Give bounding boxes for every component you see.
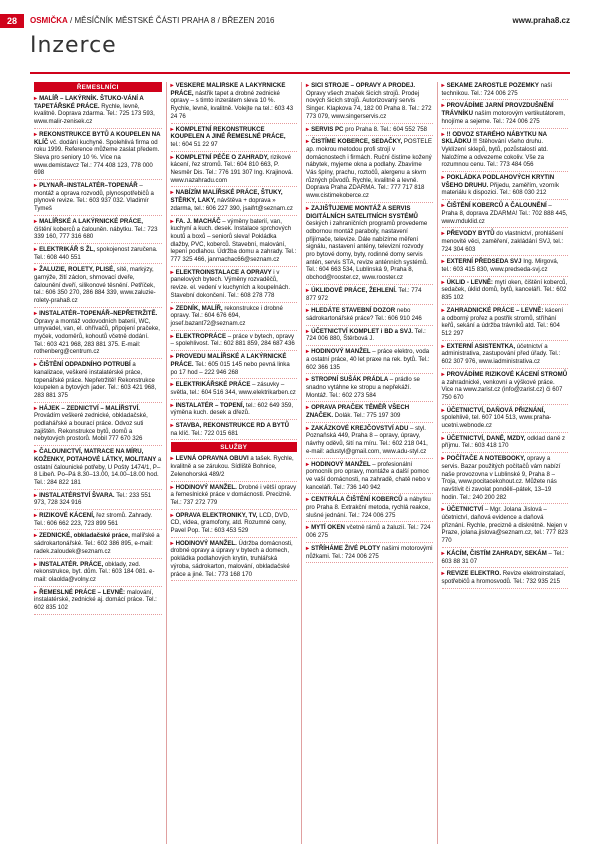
ad-text: včetně rámů a žaluzií. Tel.: 724 006 275 (306, 524, 431, 540)
brand-name: OSMIČKA (30, 16, 68, 25)
ad-headline: ▸ ELEKTRIKÁŘSKÉ PRÁCE (171, 381, 253, 388)
ad-text: Tel.: 774 877 972 (306, 286, 422, 302)
ad-text: opravy a servis. Bazar použitých počítačů vám nabízí naše provozovna v Lublinské 9, Praha 8 – Troja, www.pocitacekohout.cz. Můžete nás navštívit či zavolat pondělí–pátek, 13–19 hodin. Tel.: 240 200 282 (441, 455, 561, 501)
ad-headline: ▸ HODINOVÝ MANŽEL. (171, 540, 239, 547)
classified-ad (171, 402, 298, 420)
ad-headline: ▸ STŘÍHÁME ŽIVÉ PLOTY (306, 545, 382, 552)
ad-text: i v panelových bytech. Výměny rozvaděčů, revize. el. vedení v kuchyních a koupelnách. Stavební dokončení. Tel.: 608 278 778 (170, 268, 291, 299)
classified-ad (34, 512, 162, 530)
ad-text: a zahradnické, venkovní a výškové práce. Vice na www.zarist.cz (info@zarist.cz) či 607 750 670 (441, 378, 563, 401)
ad-headline: ▸ INSTALATÉR–TOPENÁŘ–NEPŘETRŽITĚ. (34, 310, 157, 317)
ad-headline: ▸ MYTÍ OKEN (306, 524, 347, 531)
ad-text: Údržba domácnosti, drobné opravy a úpravy v bytech a domech, pokládka podlahových krytin, truhlářská výroba, sádrokarton, malování, obkladačské práce a jiné. Tel.: 773 168 170 (170, 539, 293, 578)
ad-text: řez stromů. Zahrady. Tel.: 606 662 223, 723 899 561 (34, 512, 153, 527)
ad-headline: ▸ REKONSTRUKCE BYTŮ A KOUPELEN NA KLÍČ (34, 131, 160, 146)
ad-headline: ▸ HODINOVÝ MANŽEL (306, 461, 372, 468)
ad-headline: ▸ MALÍŘSKÉ A LAKÝRNICKÉ PRÁCE, (34, 218, 143, 225)
ad-headline: ▸ ZAHRADNICKÉ PRÁCE – LEVNĚ: (442, 307, 546, 314)
ad-headline: ▸ HODINOVÝ MANŽEL (306, 348, 372, 355)
classified-ad (171, 218, 298, 267)
ad-text: na klíč. Tel.: 722 015 681 (170, 429, 239, 437)
classified-ad (34, 246, 162, 264)
classified-ad (34, 310, 162, 359)
ad-text: Opravy všech značek šicích strojů. Prodej nových šicích strojů. Autorizovaný servis Singer. Klapkova 74, 182 00 Praha 8. Tel.: 272 773 079, www.singerservis.cz (306, 89, 432, 120)
ad-text: nebo sádrokartonářské práce? Tel.: 606 910 246 (306, 307, 422, 322)
ad-headline: ▸ ELEKTROINSTALACE A OPRAVY (171, 269, 274, 276)
ad-text: a tašek. Rychle, kvalitně a se zárukou. Sídliště Bohnice, Zelenohorská 489/2 (170, 455, 294, 478)
ad-text: mytí oken, čištění koberců, sedaček, úklid domů, bytů, kanceláří. Tel.: 602 835 102 (441, 278, 568, 302)
classified-ad (306, 404, 433, 422)
classified-ad (171, 512, 298, 538)
ad-text: – profesionální pomocník pro opravy, montáže a další pomoc ve vaší domácnosti, na zahradě, chatě nebo v kanceláři. Tel.: 736 140 942 (306, 460, 431, 491)
ad-headline: ▸ INSTALATÉR – TOPENÍ, (171, 402, 247, 409)
classified-ad (442, 550, 569, 568)
classified-ad (34, 405, 162, 447)
classified-ad (306, 287, 433, 305)
ad-text: obklady, zed. rekonstrukce, byt. dům. Tel.: 603 184 081. e-mail: olaolda@volny.cz (34, 560, 155, 583)
classified-ad (171, 82, 298, 124)
ad-headline: ▸ OPRAVA ELEKTRONIKY, TV, (171, 512, 260, 519)
ad-headline: ▸ HLEDÁTE STAVEBNÍ DOZOR (306, 307, 397, 314)
ad-text: Přijedu, zaměřím, vzorník materiálu k dispozici. Tel.: 608 030 212 (441, 181, 560, 197)
ad-headline: ▸ SEKÁME ZAROSTLÉ POZEMKY (442, 82, 541, 89)
ad-text: kácení a odborný prořez a postřik stromů, stříhání keřů, sekání a údržba trávníků atd. Tel.: 604 512 297 (441, 306, 564, 337)
classified-ad (306, 138, 433, 203)
ad-headline: ▸ ČIŠTĚNÍ KOBERCŮ A ČALOUNĚNÍ (442, 202, 549, 209)
ad-text: Dolák. Tel.: 775 197 309 (334, 412, 401, 420)
ad-headline: ▸ LEVNÁ OPRAVNA OBUVI (171, 455, 251, 462)
ad-text: – Tel.: 603 88 31 07 (441, 549, 565, 565)
running-header (0, 14, 600, 28)
ad-headline: ▸ ELEKTRIKÁŘ S ŽL, (34, 246, 97, 253)
classified-ad (34, 561, 162, 587)
classified-ad (171, 540, 298, 582)
ad-text: nástřik tapet a drobné zednické opravy – s timto inzerátem sleva 10 %. Rychle, levně, kvalitně. Volejte na tel.: 603 43 24 76 (170, 89, 294, 120)
ad-text: návštěva + doprava » zdarma, tel.: 606 227 390, jsaifrt@seznam.cz (170, 197, 293, 212)
classified-ad (171, 353, 298, 379)
classified-ad (306, 126, 433, 137)
classified-ad (306, 328, 433, 346)
ad-headline: ▸ NABÍZÍM MALÍŘSKÉ PRÁCE, ŠTUKY, STĚRKY, LAKY, (171, 189, 283, 204)
ad-headline: ▸ PLYNAŘ–INSTALATÉR–TOPENÁŘ (34, 182, 139, 189)
ad-headline: ▸ MALÍŘ – LAKÝRNÍK. ŠTUKO-VÁNÍ A TAPETÁŘSKÉ PRÁCE. (34, 95, 144, 110)
ad-text: a ostatní čalounické potřeby, U Pošty 1474/1, P–8 Libeň. Po–Pá 8.30–13.00, 14.00–18.00 hod. Tel.: 284 822 181 (34, 455, 162, 486)
classified-ad (442, 230, 569, 256)
classified-ad (306, 425, 433, 459)
ad-text: – práce elektro, voda a ostatní práce, 40 let praxe na rek. bytů. Tel.: 602 366 135 (306, 348, 430, 371)
section-title: Inzerce (30, 33, 117, 58)
classified-ad (171, 455, 298, 481)
ad-headline: ▸ OPRAVA PRAČEK TĚMĚŘ VŠECH ZNAČEK. (306, 404, 409, 419)
publication-line (30, 14, 275, 28)
ad-column-2 (166, 82, 302, 844)
ad-text: odklad daně z příjmu. Tel.: 603 418 170 (441, 434, 566, 450)
ad-headline: ▸ ELEKTROPRÁCE (171, 333, 228, 340)
ad-headline: ▸ ZAJIŠŤUJEME MONTÁŽ A SERVIS DIGITÁLNÍCH SATELITNÍCH SYSTÉMŮ (306, 205, 418, 220)
page-number: 28 (0, 14, 24, 28)
classified-ad (442, 102, 569, 128)
section-label: SLUŽBY (171, 442, 298, 452)
ad-text: Revize elektroinstalací, spotřebičů a hromosvodů. Tel.: 732 935 215 (441, 570, 566, 585)
ad-headline: ▸ REVIZE ELEKTRO. (442, 570, 503, 577)
ad-text: Rychle, levně, kvalitně. Doprava zdarma. Tel.: 725 173 593, www.malir-zenisek.cz (34, 102, 155, 126)
ad-text: účetnictví a administrativa, zastupování před úřady. Tel.: 602 307 976, www.iadministrativa.cz (441, 342, 561, 366)
ad-headline: ▸ RIZIKOVÉ KÁCENÍ, (34, 512, 96, 519)
classified-ad (442, 343, 569, 369)
ad-text: pro Praha 8. Tel.: 604 552 758 (345, 125, 428, 133)
classified-ad (306, 496, 433, 522)
ad-headline: ▸ EXTERNÍ ASISTENTKA, (442, 343, 517, 350)
ad-headline: ▸ ŘEMESLNÉ PRÁCE – LEVNĚ: (34, 589, 127, 596)
classified-ad (171, 154, 298, 188)
ad-text: – Praha 8, doprava ZDARMA! Tel.: 702 888 445, www.mduklid.cz (441, 202, 568, 225)
ad-text: – práce v bytech, opravy – spolehlivost. Tel.: 602 881 859, 284 687 436 (170, 332, 295, 348)
ad-headline: ▸ FA. J. MACHÁČ (171, 218, 223, 225)
classified-ad (442, 371, 569, 405)
classified-ad (442, 202, 569, 228)
ad-headline: ▸ STAVBA, REKONSTRUKCE RD A BYTŮ (171, 422, 289, 429)
ad-headline: ▸ ÚČETNICTVÍ, DAŇOVÁ PŘIZNÁNÍ, (442, 407, 546, 414)
ad-text: a nábytku pro Praha 8. Extrakční metoda, rychlá reakce, slušné jednání. Tel.: 724 006 275 (306, 496, 431, 519)
classified-ad (306, 307, 433, 325)
ad-text: rekonstrukce i drobné opravy. Tel.: 604 676 694, josef.bazant72@seznam.cz (170, 304, 283, 327)
classified-ad (306, 348, 433, 374)
ad-headline: ▸ POKLÁDKA PODLAHOVÝCH KRYTIN VŠEHO DRUHU. (442, 174, 555, 189)
ad-headline: ▸ INSTALATÉRSTVÍ ŠVARA. (34, 492, 116, 499)
classified-ad (34, 266, 162, 308)
classified-ad (171, 126, 298, 152)
ad-headline: ▸ ÚČETNICTVÍ KOMPLET i BD a SVJ. (306, 328, 415, 335)
classified-ad (171, 381, 298, 399)
ad-headline: ▸ KÁCÍM, ČISTÍM ZAHRADY, SEKÁM (442, 550, 549, 557)
ad-text: vč. dodání kuchyně. Spolehlivá firma od roku 1999. Reference můžeme zaslat předem. Sleva pro seniory 10 %. Více na www.demistavcz Tel.: 774 408 123, 778 000 698 (34, 138, 160, 177)
ad-headline: ▸ EXTERNÍ PŘEDSEDA SVJ (442, 258, 524, 265)
website-link[interactable]: www.praha8.cz (512, 16, 570, 25)
ad-headline: ▸ ZAKÁZKOVÉ KREJČOVSTVÍ ADU (306, 425, 410, 432)
classified-columns (30, 82, 572, 844)
ad-text: rizikové kácení, řez stromů. Tel.: 604 810 663, P. Nesměr Dis. Tel.: 776 191 307 Ing. Krajinová. www.nazahradu.com (170, 153, 294, 184)
classified-ad (306, 205, 433, 285)
classified-ad (442, 174, 569, 200)
ad-headline: ▸ PROVEDU MALÍŘSKÉ A LAKÝRNICKÉ PRÁCE. (171, 353, 287, 368)
ad-text: Stěhování všeho druhu. Vyklízení sklepů, bytů, pozůstalostí atd. Naložíme a odvezeme cokoliv. Vše za rozumnou cenu. Tel.: 773 484 056 (441, 138, 548, 169)
ad-headline: ▸ HODINOVÝ MANŽEL. (171, 484, 239, 491)
classified-ad (171, 269, 298, 303)
ad-headline: ▸ PROVÁDÍME RIZIKOVÉ KÁCENÍ STROMŮ (442, 371, 568, 378)
classified-ad (34, 95, 162, 129)
ad-text: – výměny baterií, van, kuchyní a kuch. desek. Instalace sprchových koutů a boxů – seniorů sleva! Pokládka dlažby, PVC, koberců. Stavební, malování, lepení podlahou. Údržba domu a zahrady. Tel.: 777 325 466, janmachac66@seznam.cz (170, 217, 297, 264)
classified-ad (306, 524, 433, 542)
classified-ad (442, 258, 569, 276)
ad-headline: ▸ PROVÁDÍME JARNÍ PROVZDUŠNĚNÍ TRÁVNÍKU (442, 102, 554, 117)
classified-ad (34, 182, 162, 216)
ad-column-3 (301, 82, 437, 844)
ad-text: – zásuvky – světla, tel.: 604 516 344, www.elektrikarben.cz (170, 381, 296, 396)
publication-subtitle: / MĚSÍČNÍK MĚSTSKÉ ČÁSTI PRAHA 8 / BŘEZEN 2016 (67, 16, 275, 25)
ad-text: – Mgr. Jolana Jislová – účetnictví, daňová evidence a daňová přiznání. Rychle, precizně a diskrétně. Nejen v Praze, jolana.jislova@seznam.cz, tel.: 777 823 770 (441, 506, 568, 545)
classified-ad (34, 131, 162, 180)
ad-column-4 (437, 82, 573, 844)
ad-text: Tel.: 605 015 145 nebo pevná linka po 17 hod – 222 946 268 (170, 360, 290, 376)
ad-headline: ▸ INSTALATÉR. PRÁCE, (34, 561, 105, 568)
ad-headline: ▸ HÁJEK – ZEDNICTVÍ – MALÍŘSTVÍ. (34, 405, 140, 412)
ad-headline: ▸ VEŠKERÉ MALÍŘSKÉ A LAKÝRNICKÉ PRÁCE, (171, 82, 286, 97)
ad-headline: ▸ ÚČETNICTVÍ, DANĚ, MZDY, (442, 435, 528, 442)
classified-ad (34, 218, 162, 244)
ad-headline: ▸ KOMPLETNÍ PÉČE O ZAHRADY, (171, 154, 271, 161)
ad-headline: ▸ ÚKLID - LEVNĚ: (442, 279, 495, 286)
ad-text: LCD, DVD, CD, videa, gramofony, atd. Rozumné ceny, Pavel Pop. Tel.: 603 453 529 (170, 511, 290, 535)
classified-ad (34, 448, 162, 490)
classified-ad (306, 461, 433, 495)
ad-headline: ▸ KOMPLETNÍ REKONSTRUKCE KOUPELEN A JINÉ ŘEMESLNÉ PRÁCE, (171, 126, 286, 141)
ad-text: našimi motorovými nůžkami. Tel.: 724 006 275 (306, 544, 433, 560)
title-rule (30, 72, 570, 74)
ad-text: Tel.: 724 006 880, Štěrbová J. (306, 327, 426, 343)
ad-headline: ▸ !! ODVOZ STARÉHO NÁBYTKU NA SKLÁDKU !! (442, 131, 547, 146)
ad-headline: ▸ ČALOUNICTVÍ, MATRACE NA MÍRU, KOŽENKY, POTAHOVÉ LÁTKY, MOLITANY (34, 448, 158, 463)
classified-ad (442, 435, 569, 453)
ad-headline: ▸ ČISTÍME KOBERCE, SEDAČKY, (306, 138, 404, 145)
ad-text: Opravy a montáž vodovodních baterií, WC, umyvadel, van, el. ohřívačů, připojení pračeke, myček, vodoměrů, kohoutů včetně dodání. Tel.: 603 421 968, 283 881 375. E-mail: rothenberg@centrum.cz (34, 317, 161, 356)
section-label: ŘEMESLNÍCI (34, 82, 162, 92)
ad-text: Drobné i větší opravy a řemeslnické práce v domácnosti. Preciznë. Tel.: 737 272 779 (170, 483, 297, 506)
classified-ad (34, 361, 162, 403)
ad-text: Provádím veškeré zednické, obkladačské, podlahářské a bourací práce. Odvoz suti zajištěn. Rekonstrukce bytů, domů a nebytových prostorů. Mobil 777 670 326 (34, 412, 148, 443)
ad-text: čištění koberců a čalouněn. nábytku. Tel.: 723 339 160, 777 316 680 (34, 225, 158, 241)
ad-text: a kanalizace, veškeré instalatérské práce, topenářské práce. Nepřetržitě! Rekonstrukce koupelen a bytových jader. Tel.: 603 421 968, 283 881 375 (34, 361, 157, 399)
classified-ad (442, 307, 569, 341)
classified-ad (171, 305, 298, 331)
ad-headline: ▸ CENTRÁLA ČIŠTĚNÍ KOBERCŮ (306, 496, 404, 503)
classified-ad (442, 407, 569, 433)
classified-ad (34, 589, 162, 615)
classified-ad (171, 422, 298, 440)
classified-ad (34, 532, 162, 558)
ad-text: – styl. Poznaňská 449, Praha 8 – opravy, úpravy, návrhy oděvů, šití na míru. Tel.: 602 218 041, e-mail: adustyl@gmail.com, www.adu-styl.cz (306, 424, 428, 455)
ad-text: naší technikou. Tel.: 724 006 275 (441, 82, 553, 97)
ad-headline: ▸ ZEDNICKÉ, obkladačské práce, (34, 532, 132, 539)
ad-text: Ing. Mirgová, tel.: 603 415 830, www.predseda-svj.cz (441, 258, 559, 274)
classified-ad (171, 333, 298, 351)
ad-text: malířské a sádrokartonářské. Tel.: 602 386 895, e-mail: radek.zaloudek@seznam.cz (34, 532, 160, 555)
classified-ad (442, 506, 569, 548)
ad-text: – prádlo se snadno vytáhne ke stropu a nepřekáží. Montáž. Tel.: 602 273 584 (306, 376, 420, 399)
classified-ad (34, 492, 162, 510)
ad-headline: ▸ ZEDNÍK, MALÍŘ, (171, 305, 225, 312)
ad-text: tel.: 604 51 22 97 (170, 140, 218, 148)
ad-column-1 (30, 82, 166, 844)
ad-headline: ▸ ŽALUZIE, ROLETY, PLISÉ, (34, 266, 117, 273)
classified-ad (442, 570, 569, 588)
ad-headline: ▸ SERVIS PC (306, 126, 345, 133)
classified-ad (306, 376, 433, 402)
classified-ad (306, 82, 433, 124)
ad-headline: ▸ PŘEVODY BYTŮ (442, 230, 497, 237)
classified-ad (442, 455, 569, 504)
ad-text: sítě, markýzy, garnýže, žití záclon, shrnovací dveře, čalounění dveří, silikonové těsnění. Petříček, tel.: 606 350 270, 286 884 339, www.zaluzie-rolety-praha8.cz (34, 266, 156, 305)
ad-text: spokojenost zaručena. Tel.: 608 440 551 (34, 245, 158, 261)
ad-headline: ▸ POČÍTAČE A NOTEBOOKY, (442, 455, 527, 462)
ad-text: – montáž a oprava rozvodů, plynospotřebičů a plynové revize. Tel.: 603 937 032. Vladimír Tymeš (34, 182, 154, 213)
ad-text: Tel.: 233 551 973, 728 324 916 (34, 491, 152, 507)
ad-headline: ▸ ÚČETNICTVÍ (442, 506, 485, 513)
classified-ad (306, 545, 433, 563)
classified-ad (442, 279, 569, 305)
ad-headline: ▸ STROPNÍ SUŠÁK PRÁDLA (306, 376, 390, 383)
ad-text: malování, instalatérské, zednické aj. domácí práce. Tel.: 602 835 102 (34, 588, 157, 612)
classified-ad (442, 82, 569, 100)
ad-text: do vlastnictví, prohlášení menovité věci, zaměření, zakládání SVJ, tel.: 724 304 603 (441, 230, 564, 253)
classified-ad (171, 484, 298, 510)
ad-text: POSTELE ap. mokrou metodou profi strojí v domácnostech i firmách. Ruční čistíme kožený nábytek, myjeme okna a podlahy. Zbavíme Vás špíny, prachu, roztočů, alergenu a skvrn různých původů. Rychle, kvalitně a levně. Doprava Praha ZDARMA. Tel.: 777 717 818 www.cistimekoberce.cz (306, 138, 432, 200)
ad-headline: ▸ ČIŠTĚNÍ ODPADNÍHO POTRUBÍ (34, 361, 132, 368)
ad-text: naším motorovým vertikutátorem, hnojíme a sejeme. Tel.: 724 006 275 (441, 110, 566, 125)
classified-ad (442, 131, 569, 173)
ad-text: spolehlivě, tel. 607 104 513, www.praha-ucetni.webnode.cz (441, 414, 552, 430)
ad-text: tel.: 602 649 359, výměna kuch. desek a dřezů. (170, 401, 294, 417)
ad-headline: ▸ ŠICÍ STROJE – OPRAVY A PRODEJ. (306, 82, 415, 89)
ad-headline: ▸ ÚKLIDOVÉ PRÁCE, ŽEHLENÍ. (306, 287, 398, 294)
ad-text: českých i zahraničních programů provedeme odbornou montáž paraboly, nastavení přijímače, televize. Dále nabízíme měření signálu, nastavení antény, televizní rozvody pro bytové domy, byty, rodinné domy servis antén, servis STA, revize anténních systémů. Tel.: 604 663 534, Lublinská 9, Praha 8, obchod@rooster.cz, www.rooster.cz (306, 220, 428, 282)
classified-ad (171, 189, 298, 215)
